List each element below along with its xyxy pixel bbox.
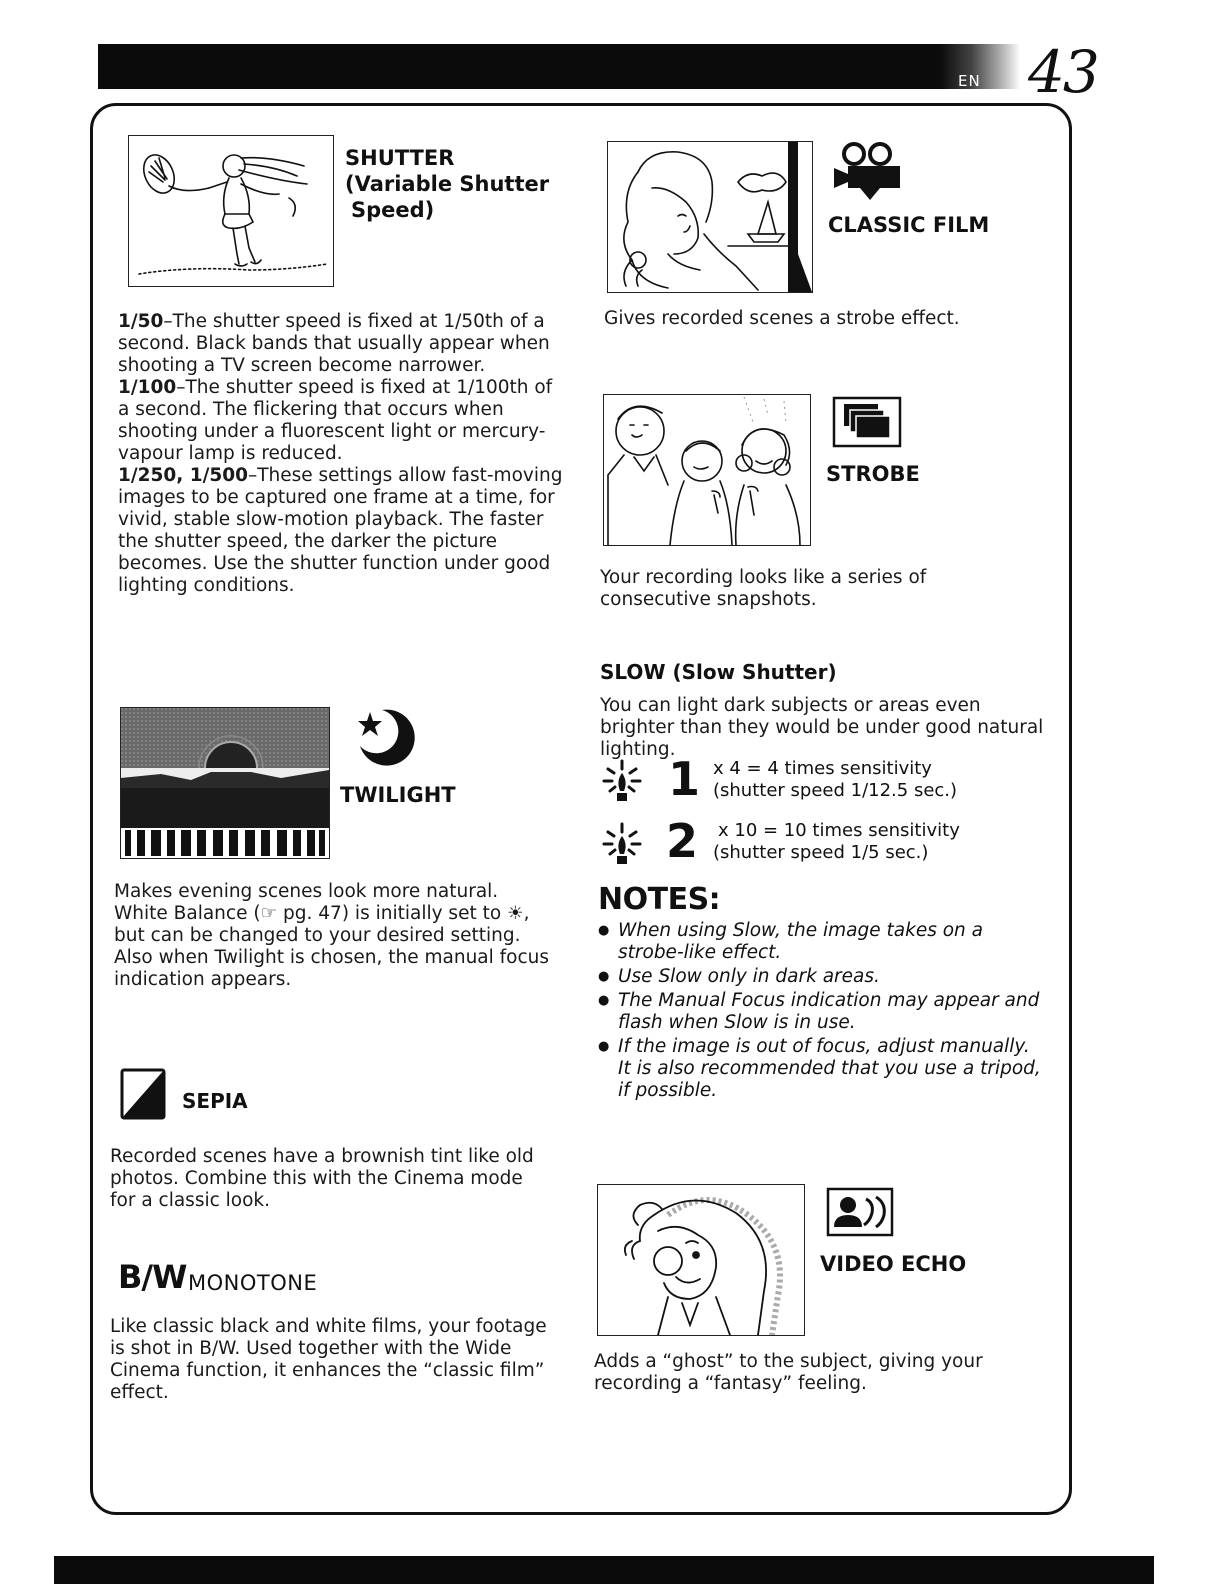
video-echo-illustration: [597, 1184, 805, 1336]
note-item: ● The Manual Focus indication may appear and flash when Slow is in use.: [598, 990, 1043, 1034]
slow-description: You can light dark subjects or areas even brighter than they would be under good natural lighting.: [600, 695, 1044, 760]
language-tag: EN: [958, 72, 981, 90]
classic-film-title: CLASSIC FILM: [828, 213, 990, 237]
strobe-title: STROBE: [826, 462, 920, 486]
sepia-icon: [120, 1068, 166, 1120]
people-toasting-drawing: [604, 395, 810, 545]
shutter-1-100: 1/100–The shutter speed is fixed at 1/100th of a second. The flickering that occurs when shooting under a fluorescent light or mercury-vapour lamp is reduced.: [118, 377, 553, 464]
twilight-icon: [352, 706, 418, 766]
bw-icon: B/W: [118, 1258, 187, 1296]
note-item: ● Use Slow only in dark areas.: [598, 966, 1043, 988]
twilight-title: TWILIGHT: [340, 783, 456, 807]
shutter-1-50: 1/50–The shutter speed is fixed at 1/50th of a second. Black bands that usually appear when shooting a TV screen become narrower.: [118, 311, 550, 376]
video-echo-title: VIDEO ECHO: [820, 1252, 967, 1276]
monotone-description: Like classic black and white films, your footage is shot in B/W. Used together with the Wide Cinema function, it enhances the “classic film” effect.: [110, 1316, 547, 1403]
strobe-illustration: [603, 394, 811, 546]
note-item: ● When using Slow, the image takes on a strobe-like effect.: [598, 920, 1043, 964]
sepia-description: Recorded scenes have a brownish tint like old photos. Combine this with the Cinema mode for a classic look.: [110, 1146, 534, 1211]
shutter-title: [345, 145, 549, 223]
shutter-1-250-500: 1/250, 1/500–These settings allow fast-moving images to be captured one frame at a time, for vivid, stable slow-motion playback. The faster the shutter speed, the darker the picture becomes. Use the shutter function under good lighting conditions.: [118, 465, 563, 596]
twilight-description: Makes evening scenes look more natural. White Balance (☞ pg. 47) is initially set to ☀, but can be changed to your desired setting. Also when Twilight is chosen, the manual focus indication appears.: [114, 881, 550, 990]
note-item: ● If the image is out of focus, adjust manually. It is also recommended that you use a tripod, if possible.: [598, 1036, 1043, 1102]
ghost-figure-drawing: [598, 1185, 804, 1335]
footer-bar: [54, 1556, 1154, 1584]
strobe-description: Your recording looks like a series of consecutive snapshots.: [600, 567, 927, 610]
classic-film-illustration: [607, 141, 813, 293]
page-number: 43: [1028, 38, 1098, 106]
camera-film-icon: [834, 140, 900, 200]
shutter-illustration: [128, 135, 334, 287]
slow-level-1-text: x 4 = 4 times sensitivity (shutter speed 1/12.5 sec.): [713, 758, 958, 801]
shutter-description: [118, 311, 568, 597]
shutter-title-line3: Speed): [351, 198, 435, 222]
tennis-player-drawing: [129, 136, 333, 286]
reference-icon: ☞: [260, 903, 278, 924]
monotone-title: MONOTONE: [188, 1271, 318, 1295]
shutter-title-line2: (Variable Shutter: [345, 172, 550, 196]
notes-title: NOTES:: [598, 882, 721, 917]
header-bar: [98, 44, 940, 89]
notes-list: [598, 920, 1043, 1104]
slow-level-2-text: x 10 = 10 times sensitivity (shutter speed 1/5 sec.): [713, 820, 960, 863]
slow-title: SLOW (Slow Shutter): [600, 660, 837, 684]
woman-window-drawing: [608, 142, 812, 292]
video-echo-description: Adds a “ghost” to the subject, giving your recording a “fantasy” feeling.: [594, 1351, 983, 1394]
sunset-drawing: [121, 708, 329, 858]
sepia-title: SEPIA: [182, 1089, 248, 1113]
strobe-icon: [832, 396, 902, 448]
video-echo-icon: [826, 1187, 894, 1237]
slow-level-2-number: 2: [666, 814, 699, 868]
twilight-illustration: [120, 707, 330, 859]
shutter-title-line1: SHUTTER: [345, 146, 455, 170]
slow-level-1-number: 1: [668, 752, 701, 806]
sun-icon: ☀: [507, 903, 524, 924]
classic-film-description: Gives recorded scenes a strobe effect.: [604, 308, 960, 329]
